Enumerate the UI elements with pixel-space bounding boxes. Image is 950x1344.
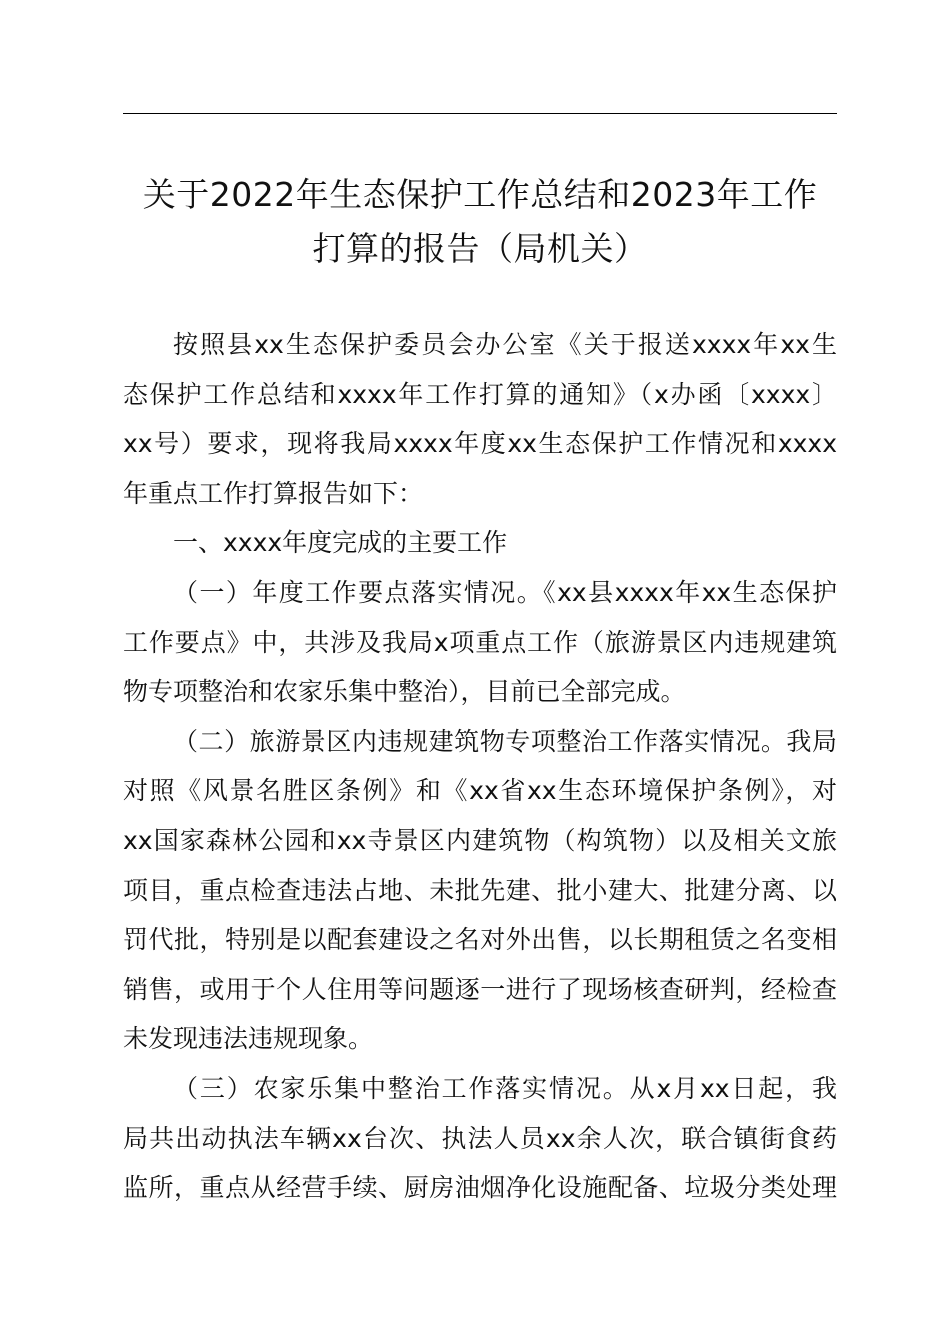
text-line: 年重点工作打算报告如下： (123, 478, 424, 508)
title-line-1: 关于2022年生态保护工作总结和2023年工作 (142, 175, 818, 214)
title-line-2: 打算的报告（局机关） (312, 229, 648, 268)
text-line: 销售，或用于个人住用等问题逐一进行了现场核查研判，经检查 (123, 974, 837, 1004)
text-line: 工作要点》中，共涉及我局x项重点工作（旅游景区内违规建筑 (123, 627, 837, 657)
paragraph-subsection-3 (123, 1064, 837, 1213)
text-line: （二）旅游景区内违规建筑物专项整治工作落实情况。我局 (173, 726, 837, 756)
text-line: （三）农家乐集中整治工作落实情况。从x月xx日起，我 (173, 1073, 837, 1103)
text-line: 对照《风景名胜区条例》和《xx省xx生态环境保护条例》，对 (123, 776, 837, 806)
text-line: xx国家森林公园和xx寺景区内建筑物（构筑物）以及相关文旅 (123, 825, 837, 855)
text-line: 局共出动执法车辆xx台次、执法人员xx余人次，联合镇街食药 (123, 1123, 837, 1153)
document-title (123, 168, 837, 276)
text-line: xx号）要求，现将我局xxxx年度xx生态保护工作情况和xxxx (123, 429, 837, 459)
text-line: 项目，重点检查违法占地、未批先建、批小建大、批建分离、以 (123, 875, 837, 905)
text-line: 一、xxxx年度完成的主要工作 (173, 528, 508, 558)
document-body (123, 320, 837, 1213)
paragraph-subsection-1 (123, 568, 837, 717)
text-line: 未发现违法违规现象。 (123, 1024, 374, 1054)
text-line: 态保护工作总结和xxxx年工作打算的通知》（x办函〔xxxx〕 (123, 379, 837, 409)
paragraph-subsection-2 (123, 717, 837, 1064)
section-heading-1 (123, 518, 837, 568)
text-line: （一）年度工作要点落实情况。《xx县xxxx年xx生态保护 (173, 577, 837, 607)
text-line: 按照县xx生态保护委员会办公室《关于报送xxxx年xx生 (173, 330, 837, 359)
header-rule (123, 113, 837, 114)
paragraph-intro (123, 320, 837, 518)
text-line: 罚代批，特别是以配套建设之名对外出售，以长期租赁之名变相 (123, 925, 837, 955)
text-line: 物专项整治和农家乐集中整治），目前已全部完成。 (123, 677, 686, 707)
text-line: 监所，重点从经营手续、厨房油烟净化设施配备、垃圾分类处理 (123, 1173, 837, 1203)
